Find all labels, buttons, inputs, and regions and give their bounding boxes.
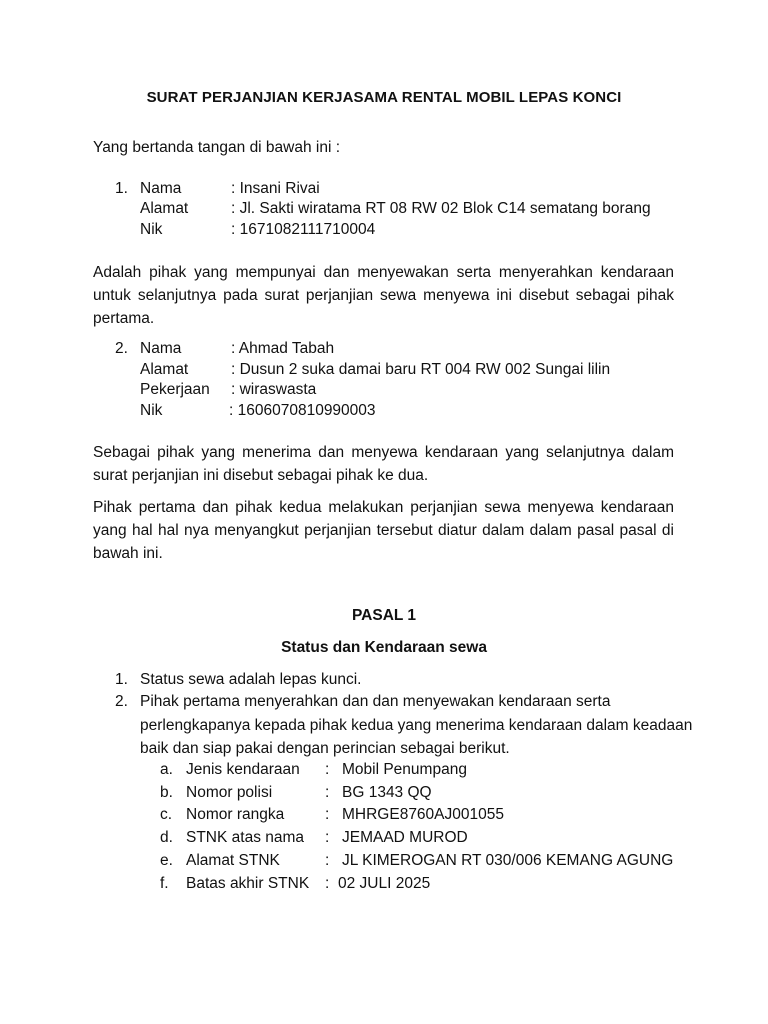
pasal-item2-text: Pihak pertama menyerahkan dan dan menyewakan kendaraan serta perlengkapanya kepada pihak kedua yang menerima kendaraan dalam keadaan baik dan siap pakai dengan perincian sebagai berikut. [140, 693, 693, 757]
detail-b-letter: b. [160, 784, 173, 801]
party1-address-value: : Jl. Sakti wiratama RT 08 RW 02 Blok C14 sematang borang [231, 200, 651, 217]
detail-f-label: Batas akhir STNK [186, 875, 310, 892]
party2-name-value: : Ahmad Tabah [231, 340, 335, 357]
detail-d-label: STNK atas nama [186, 829, 305, 846]
detail-e-colon: : [325, 852, 330, 869]
detail-a-colon: : [325, 761, 330, 778]
detail-b-label: Nomor polisi [186, 784, 273, 801]
detail-c-value: MHRGE8760AJ001055 [342, 806, 504, 823]
detail-f-value: 02 JULI 2025 [338, 875, 431, 892]
detail-c-label: Nomor rangka [186, 806, 285, 823]
detail-e-letter: e. [160, 852, 173, 869]
paragraph-pihak-kedua: Sebagai pihak yang menerima dan menyewa kendaraan yang selanjutnya dalam surat perjanjian ini disebut sebagai pihak ke dua. [93, 444, 674, 484]
party2-nik-value: : 1606070810990003 [229, 402, 376, 419]
party2-nik-label: Nik [140, 402, 163, 419]
detail-a-letter: a. [160, 761, 173, 778]
party2-number: 2. [115, 340, 128, 357]
party1-number: 1. [115, 180, 128, 197]
detail-a-label: Jenis kendaraan [186, 761, 300, 778]
pasal-item1-text: Status sewa adalah lepas kunci. [140, 671, 362, 688]
detail-e-label: Alamat STNK [186, 852, 280, 869]
pasal-heading: PASAL 1 [351, 607, 417, 624]
party1-name-value: : Insani Rivai [231, 180, 320, 197]
party2-job-value: : wiraswasta [231, 381, 317, 398]
detail-f-colon: : [325, 875, 330, 892]
party2-job-label: Pekerjaan [140, 381, 210, 398]
detail-d-value: JEMAAD MUROD [342, 829, 468, 846]
pasal-item2-number: 2. [115, 693, 128, 710]
party2-address-value: : Dusun 2 suka damai baru RT 004 RW 002 Sungai lilin [231, 361, 611, 378]
detail-f-letter: f. [160, 875, 169, 892]
paragraph-pihak-pertama: Adalah pihak yang mempunyai dan menyewakan serta menyerahkan kendaraan untuk selanjutnya pada surat perjanjian sewa menyewa ini disebut sebagai pihak pertama. [93, 264, 674, 327]
party2-name-label: Nama [140, 340, 182, 357]
detail-d-colon: : [325, 829, 330, 846]
detail-e-value: JL KIMEROGAN RT 030/006 KEMANG AGUNG [342, 852, 674, 869]
detail-c-colon: : [325, 806, 330, 823]
party1-nik-value: : 1671082111710004 [231, 221, 376, 238]
detail-a-value: Mobil Penumpang [342, 761, 467, 778]
party1-name-label: Nama [140, 180, 182, 197]
intro-text: Yang bertanda tangan di bawah ini : [93, 139, 341, 156]
pasal-subheading: Status dan Kendaraan sewa [281, 639, 487, 656]
party1-address-label: Alamat [140, 200, 189, 217]
detail-c-letter: c. [160, 806, 173, 823]
party2-address-label: Alamat [140, 361, 189, 378]
detail-b-value: BG 1343 QQ [342, 784, 432, 801]
pasal-item1-number: 1. [115, 671, 128, 688]
party1-nik-label: Nik [140, 221, 163, 238]
document-title: SURAT PERJANJIAN KERJASAMA RENTAL MOBIL LEPAS KONCI [146, 89, 622, 106]
paragraph-perjanjian: Pihak pertama dan pihak kedua melakukan perjanjian sewa menyewa kendaraan yang hal hal nya menyangkut perjanjian tersebut diatur dalam dalam pasal pasal di bawah ini. [93, 499, 674, 562]
detail-d-letter: d. [160, 829, 173, 846]
detail-b-colon: : [325, 784, 330, 801]
